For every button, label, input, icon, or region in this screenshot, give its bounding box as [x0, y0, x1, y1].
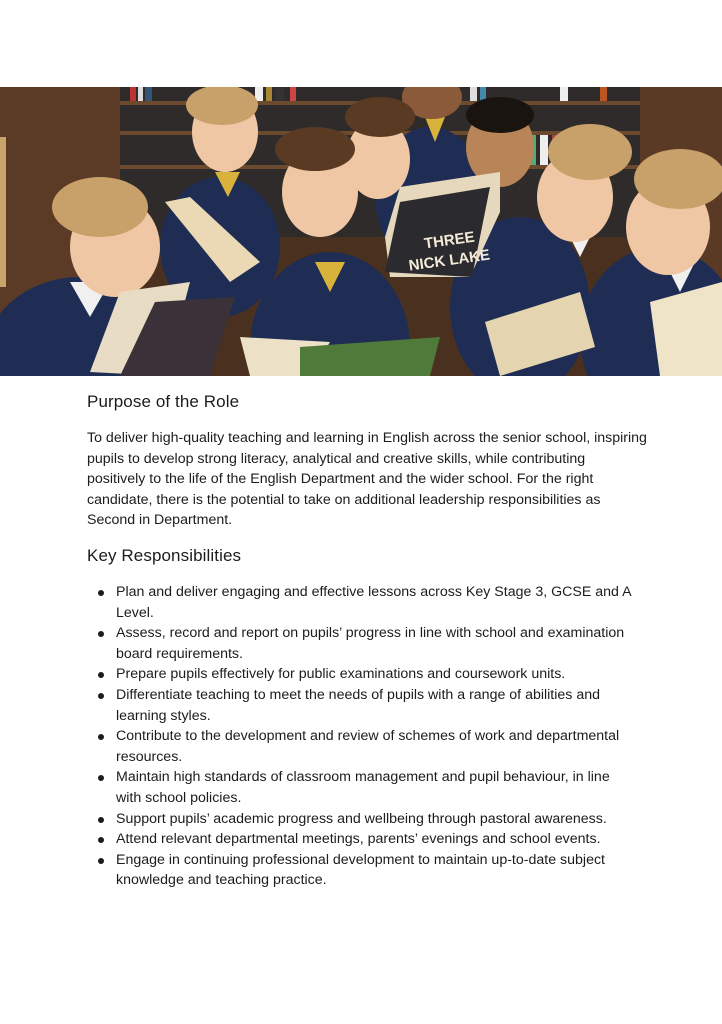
list-item: Support pupils’ academic progress and wellbeing through pastoral awareness.	[87, 809, 632, 830]
purpose-heading: Purpose of the Role	[87, 392, 240, 411]
list-item: Assess, record and report on pupils’ progress in line with school and examination board requirements.	[87, 623, 632, 664]
pupils-reading-illustration	[0, 87, 722, 376]
list-item: Maintain high standards of classroom management and pupil behaviour, in line with school policies.	[87, 767, 632, 808]
hero-photo	[0, 87, 722, 376]
list-item: Differentiate teaching to meet the needs of pupils with a range of abilities and learning styles.	[87, 685, 632, 726]
list-item: Prepare pupils effectively for public examinations and coursework units.	[87, 664, 632, 685]
list-item: Plan and deliver engaging and effective lessons across Key Stage 3, GCSE and A Level.	[87, 582, 632, 623]
responsibilities-heading: Key Responsibilities	[87, 546, 242, 565]
book-cover-author: NICK LAKE	[407, 246, 491, 275]
book-cover-title: THREE	[423, 228, 476, 253]
list-item: Contribute to the development and review of schemes of work and departmental resources.	[87, 726, 632, 767]
purpose-paragraph: To deliver high-quality teaching and learning in English across the senior school, inspiring pupils to develop strong literacy, analytical and creative skills, while contributing positively to the life of the English Department and the wider school. For the right candidate, there is the potential to take on additional leadership responsibilities as Second in Department.	[87, 430, 647, 529]
responsibilities-list	[87, 582, 632, 891]
list-item: Engage in continuing professional development to maintain up-to-date subject knowledge and teaching practice.	[87, 850, 632, 891]
list-item: Attend relevant departmental meetings, parents’ evenings and school events.	[87, 829, 632, 850]
